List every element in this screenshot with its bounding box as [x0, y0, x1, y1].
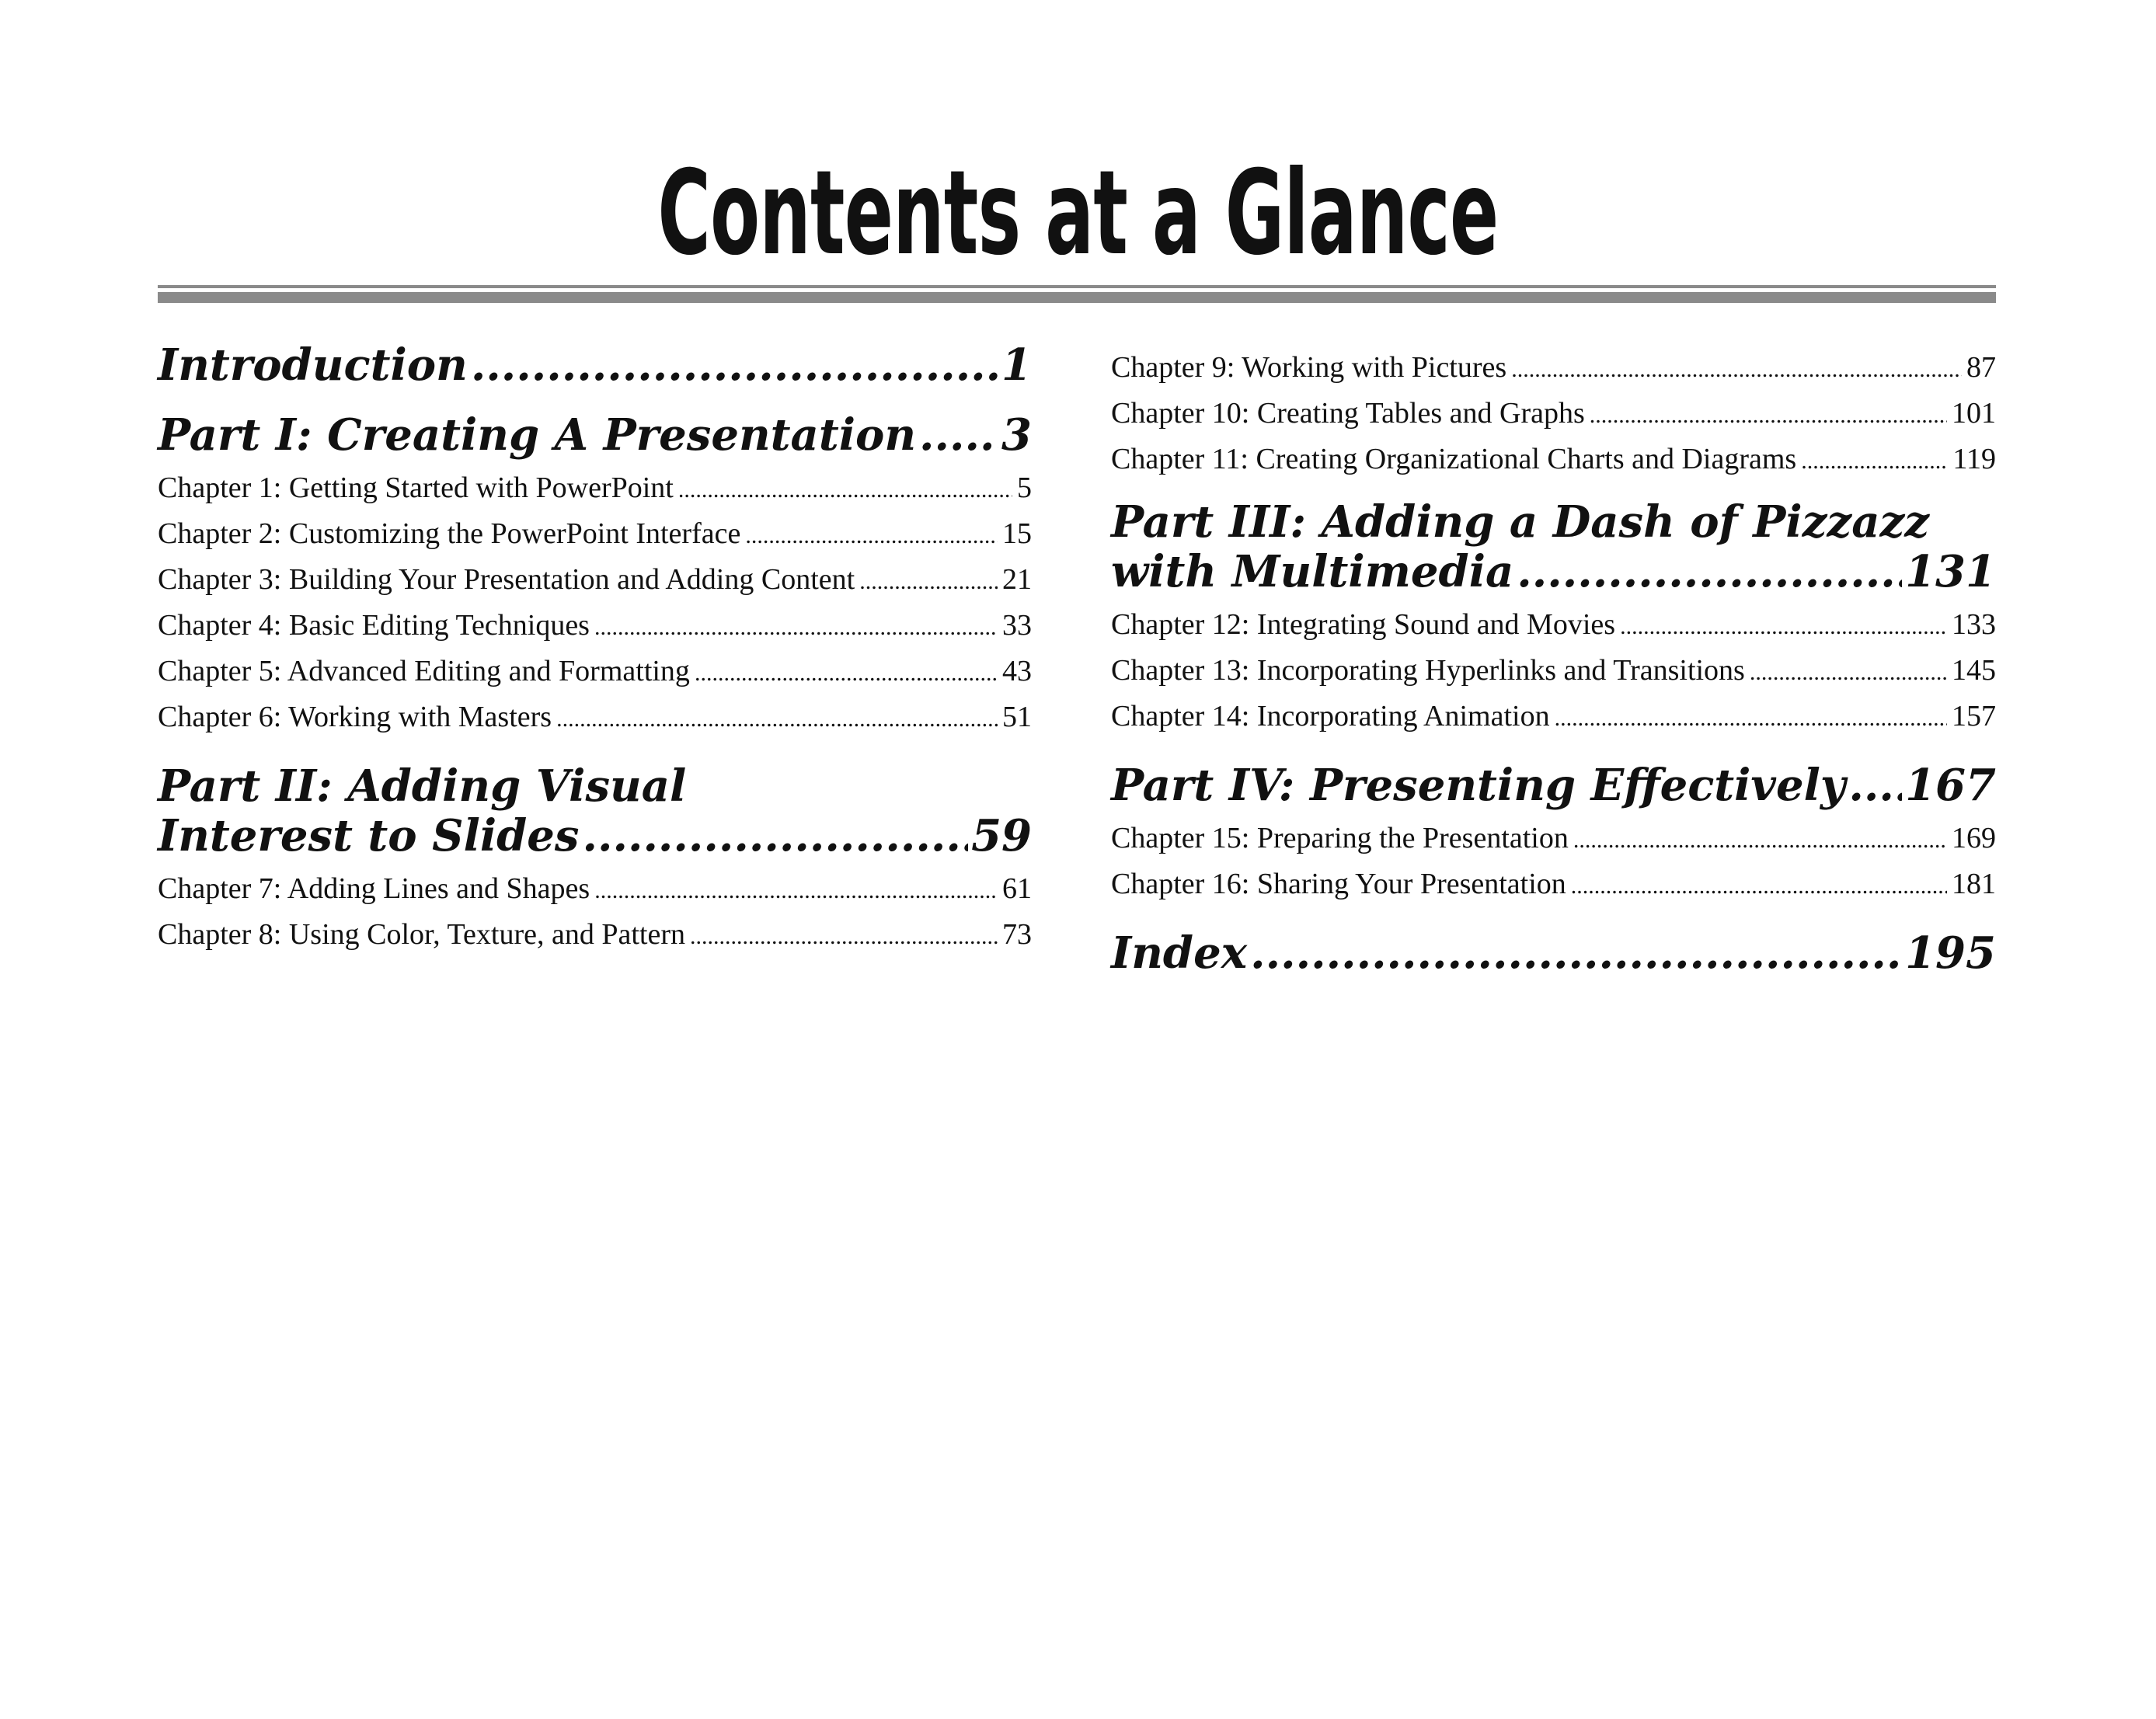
- chapter-page: 169: [1952, 822, 1996, 854]
- chapter-label: Chapter 3: Building Your Presentation and Adding Content: [158, 563, 855, 596]
- part-label: Index: [1111, 927, 1248, 979]
- toc-chapter-entry: [158, 913, 1032, 959]
- part-page: 59: [971, 810, 1032, 861]
- toc-chapter-entry: [158, 466, 1032, 512]
- dot-leader: [1555, 696, 1947, 740]
- chapter-label: Chapter 14: Incorporating Animation: [1111, 700, 1550, 732]
- chapter-label: Chapter 11: Creating Organizational Charts and Diagrams: [1111, 443, 1797, 475]
- chapter-page: 101: [1952, 397, 1996, 430]
- chapter-label: Chapter 4: Basic Editing Techniques: [158, 609, 590, 642]
- part-label-line1: Part II: Adding Visual: [158, 760, 687, 812]
- toc-chapter-entry: [1111, 437, 1996, 483]
- chapter-page: 145: [1952, 654, 1996, 687]
- toc-chapter-entry: [158, 512, 1032, 558]
- dot-leader: [919, 410, 998, 460]
- part-page: 131: [1905, 546, 1996, 597]
- dot-leader: [1511, 347, 1962, 391]
- toc-chapter-entry: [1111, 862, 1996, 908]
- toc-chapter-entry: [1111, 346, 1996, 391]
- dot-leader: [690, 914, 998, 959]
- chapter-label: Chapter 6: Working with Masters: [158, 701, 552, 733]
- chapter-page: 119: [1952, 443, 1996, 475]
- chapter-label: Chapter 12: Integrating Sound and Movies: [1111, 608, 1616, 641]
- title-rule-thick: [158, 292, 1996, 303]
- dot-leader: [1801, 439, 1948, 483]
- part-page: 167: [1905, 760, 1996, 811]
- toc-part-2: [158, 761, 1032, 861]
- toc-chapter-entry: [158, 867, 1032, 913]
- chapter-page: 5: [1017, 472, 1032, 504]
- toc-chapter-entry: [1111, 694, 1996, 740]
- dot-leader: [1848, 760, 1902, 810]
- part-label: Part IV: Presenting Effectively: [1111, 760, 1846, 811]
- chapter-label: Chapter 8: Using Color, Texture, and Pattern: [158, 918, 685, 951]
- chapter-page: 157: [1952, 700, 1996, 732]
- chapter-label: Chapter 9: Working with Pictures: [1111, 351, 1507, 384]
- dot-leader: [1573, 818, 1947, 862]
- toc-chapter-entry: [1111, 603, 1996, 649]
- part-label: Introduction: [158, 339, 468, 391]
- toc-chapter-entry: [158, 604, 1032, 649]
- chapter-page: 87: [1966, 351, 1996, 384]
- chapter-label: Chapter 16: Sharing Your Presentation: [1111, 868, 1566, 900]
- chapter-page: 33: [1002, 609, 1032, 642]
- toc-part-introduction: [158, 340, 1032, 390]
- dot-leader: [471, 340, 998, 390]
- chapter-label: Chapter 5: Advanced Editing and Formatting: [158, 655, 690, 687]
- title-rule-thin: [158, 285, 1996, 288]
- chapter-label: Chapter 13: Incorporating Hyperlinks and Transitions: [1111, 654, 1745, 687]
- part-label-line1: Part III: Adding a Dash of Pizzazz: [1111, 496, 1930, 548]
- chapter-page: 181: [1952, 868, 1996, 900]
- toc-chapter-entry: [158, 649, 1032, 695]
- dot-leader: [695, 651, 998, 695]
- dot-leader: [678, 468, 1012, 512]
- toc-index: [1111, 928, 1996, 978]
- dot-leader: [594, 605, 998, 649]
- dot-leader: [1250, 928, 1902, 978]
- chapter-page: 133: [1952, 608, 1996, 641]
- dot-leader: [745, 513, 998, 558]
- dot-leader: [556, 697, 998, 741]
- toc-chapter-entry: [1111, 649, 1996, 694]
- chapter-label: Chapter 7: Adding Lines and Shapes: [158, 872, 590, 905]
- part-page: 195: [1905, 927, 1996, 979]
- toc-part-1: [158, 410, 1032, 460]
- part-label-line2: Interest to Slides: [158, 810, 580, 861]
- toc-right-column: [1111, 346, 1996, 978]
- chapter-page: 51: [1002, 701, 1032, 733]
- chapter-label: Chapter 2: Customizing the PowerPoint Interface: [158, 517, 741, 550]
- dot-leader: [1590, 393, 1947, 437]
- chapter-page: 43: [1002, 655, 1032, 687]
- toc-chapter-entry: [1111, 391, 1996, 437]
- chapter-page: 61: [1002, 872, 1032, 905]
- dot-leader: [859, 559, 998, 604]
- dot-leader: [1620, 604, 1947, 649]
- part-label: Part I: Creating A Presentation: [158, 409, 917, 461]
- toc-part-3: [1111, 497, 1996, 597]
- dot-leader: [1571, 864, 1947, 908]
- toc-chapter-entry: [158, 695, 1032, 741]
- page-title: Contents at a Glance: [657, 146, 1499, 281]
- toc-part-4: [1111, 760, 1996, 810]
- part-page: 3: [1001, 409, 1032, 461]
- chapter-page: 15: [1002, 517, 1032, 550]
- dot-leader: [582, 811, 968, 861]
- toc-chapter-entry: [1111, 816, 1996, 862]
- chapter-label: Chapter 15: Preparing the Presentation: [1111, 822, 1569, 854]
- dot-leader: [1517, 547, 1902, 597]
- part-label-line2: with Multimedia: [1111, 546, 1514, 597]
- toc-chapter-entry: [158, 558, 1032, 604]
- toc-left-column: [158, 340, 1032, 959]
- dot-leader: [1750, 650, 1947, 694]
- chapter-label: Chapter 10: Creating Tables and Graphs: [1111, 397, 1585, 430]
- dot-leader: [594, 868, 998, 913]
- chapter-label: Chapter 1: Getting Started with PowerPoint: [158, 472, 674, 504]
- part-page: 1: [1001, 339, 1032, 391]
- chapter-page: 73: [1002, 918, 1032, 951]
- chapter-page: 21: [1002, 563, 1032, 596]
